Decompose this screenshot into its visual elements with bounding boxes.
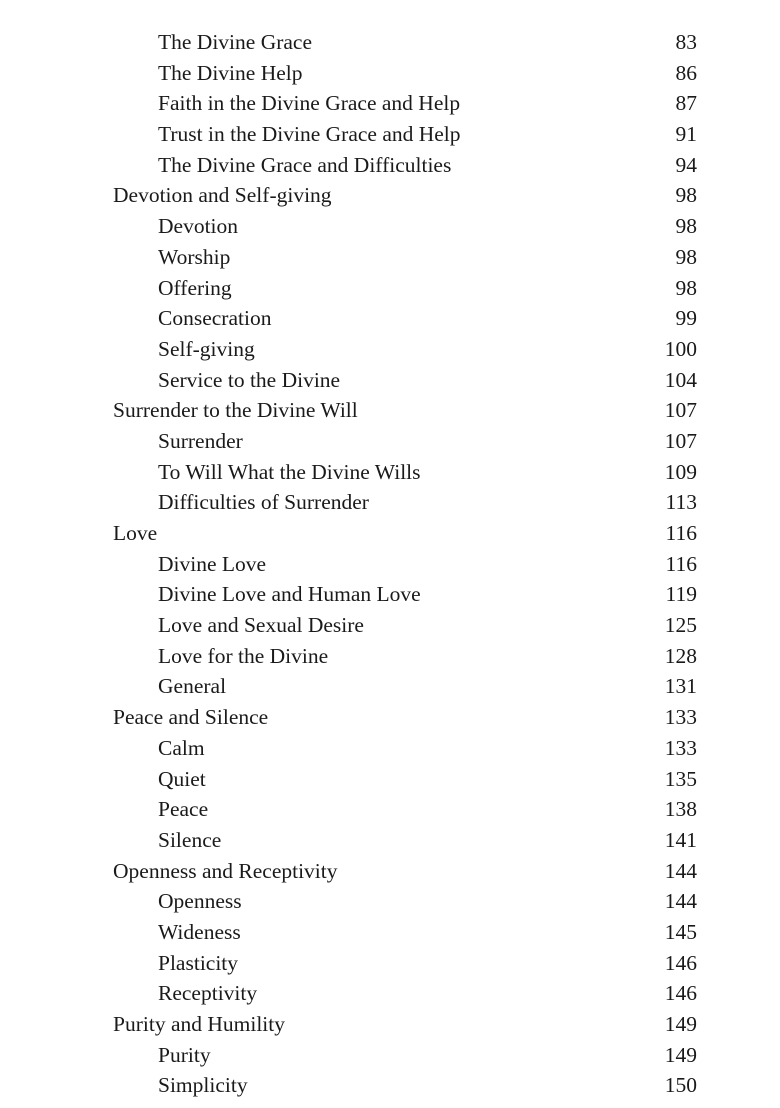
toc-subentry: [0, 671, 780, 702]
toc-subentry: [0, 58, 780, 89]
toc-subentry: [0, 948, 780, 979]
page-number: 100: [664, 336, 697, 361]
page-number: 94: [675, 152, 697, 177]
page-number: 135: [664, 766, 697, 791]
toc-subentry: [0, 273, 780, 304]
toc-subentry: [0, 426, 780, 457]
entry-title: Love and Sexual Desire: [158, 613, 364, 638]
entry-title: Surrender: [158, 428, 243, 453]
entry-title: Trust in the Divine Grace and Help: [158, 122, 461, 147]
toc-subentry: [0, 549, 780, 580]
page-number: 83: [675, 30, 697, 54]
page-number: 131: [664, 674, 697, 699]
page-number: 128: [664, 643, 697, 668]
page-number: 91: [675, 122, 697, 147]
page-number: 119: [665, 582, 697, 607]
page-number: 104: [664, 367, 697, 392]
page-number: 98: [675, 183, 697, 208]
page-number: 116: [665, 551, 697, 576]
page-number: 145: [664, 919, 697, 944]
page-number: 98: [675, 244, 697, 269]
page-number: 86: [675, 60, 697, 85]
entry-title: Divine Love: [158, 551, 267, 576]
entry-title: Peace: [158, 797, 209, 822]
entry-title: Purity and Humility: [113, 1012, 285, 1036]
entry-title: Openness and Receptivity: [113, 858, 338, 883]
toc-section: [0, 180, 780, 211]
toc-subentry: [0, 242, 780, 273]
toc-subentry: [0, 886, 780, 917]
page-number: 138: [664, 797, 697, 822]
page-number: 87: [675, 91, 697, 116]
toc-subentry: [0, 579, 780, 610]
entry-title: Devotion: [158, 214, 239, 239]
toc-subentry: [0, 150, 780, 181]
page-number: 133: [664, 705, 697, 730]
toc-subentry: [0, 1040, 780, 1071]
page-number: 146: [664, 981, 697, 1006]
entry-title: Surrender to the Divine Will: [113, 398, 358, 423]
toc-section: [0, 518, 780, 549]
page-number: 99: [675, 306, 697, 331]
toc-subentry: [0, 88, 780, 119]
toc-section: [0, 395, 780, 426]
page-number: 149: [664, 1042, 697, 1067]
entry-title: The Divine Grace: [158, 30, 313, 54]
page-number: 150: [664, 1073, 697, 1098]
toc-section: [0, 1009, 780, 1040]
page-number: 146: [664, 950, 697, 975]
entry-title: Openness: [158, 889, 242, 914]
toc-section: [0, 856, 780, 887]
entry-title: Wideness: [158, 919, 241, 944]
entry-title: Receptivity: [158, 981, 258, 1006]
page-number: 149: [664, 1012, 697, 1036]
toc-section: [0, 702, 780, 733]
page-number: 133: [664, 735, 697, 760]
entry-title: To Will What the Divine Wills: [158, 459, 421, 484]
toc-subentry: [0, 119, 780, 150]
entry-title: Divine Love and Human Love: [158, 582, 421, 607]
page-number: 116: [665, 521, 697, 545]
toc-subentry: [0, 641, 780, 672]
toc-subentry: [0, 457, 780, 488]
page-number: 144: [664, 889, 697, 914]
entry-title: Love for the Divine: [158, 643, 329, 668]
entry-title: Devotion and Self-giving: [113, 183, 332, 208]
toc-subentry: [0, 825, 780, 856]
page-number: 109: [664, 459, 697, 484]
entry-title: Quiet: [158, 766, 206, 791]
entry-title: Consecration: [158, 306, 272, 331]
entry-title: Offering: [158, 275, 232, 300]
toc-subentry: [0, 917, 780, 948]
entry-title: Love: [113, 521, 158, 545]
page-number: 141: [664, 827, 697, 852]
entry-title: The Divine Grace and Difficulties: [158, 152, 452, 177]
entry-title: Difficulties of Surrender: [158, 490, 369, 515]
entry-title: Silence: [158, 827, 222, 852]
toc-subentry: [0, 978, 780, 1009]
page-number: 98: [675, 214, 697, 239]
page-number: 107: [664, 398, 697, 423]
page-number: 98: [675, 275, 697, 300]
toc-subentry: [0, 1070, 780, 1101]
entry-title: Purity: [158, 1042, 211, 1067]
entry-title: Calm: [158, 735, 205, 760]
toc-subentry: [0, 794, 780, 825]
table-of-contents: [0, 27, 780, 1101]
toc-subentry: [0, 303, 780, 334]
entry-title: Peace and Silence: [113, 705, 269, 730]
toc-subentry: [0, 211, 780, 242]
entry-title: Faith in the Divine Grace and Help: [158, 91, 461, 116]
toc-subentry: [0, 365, 780, 396]
toc-subentry: [0, 334, 780, 365]
page-number: 107: [664, 428, 697, 453]
toc-subentry: [0, 733, 780, 764]
entry-title: The Divine Help: [158, 60, 303, 85]
entry-title: Self-giving: [158, 336, 255, 361]
toc-subentry: [0, 487, 780, 518]
toc-subentry: [0, 764, 780, 795]
page-number: 125: [664, 613, 697, 638]
entry-title: Simplicity: [158, 1073, 248, 1098]
entry-title: Plasticity: [158, 950, 239, 975]
toc-subentry: [0, 27, 780, 58]
entry-title: Worship: [158, 244, 231, 269]
entry-title: Service to the Divine: [158, 367, 341, 392]
page-number: 113: [665, 490, 697, 515]
page-number: 144: [664, 858, 697, 883]
toc-subentry: [0, 610, 780, 641]
entry-title: General: [158, 674, 227, 699]
